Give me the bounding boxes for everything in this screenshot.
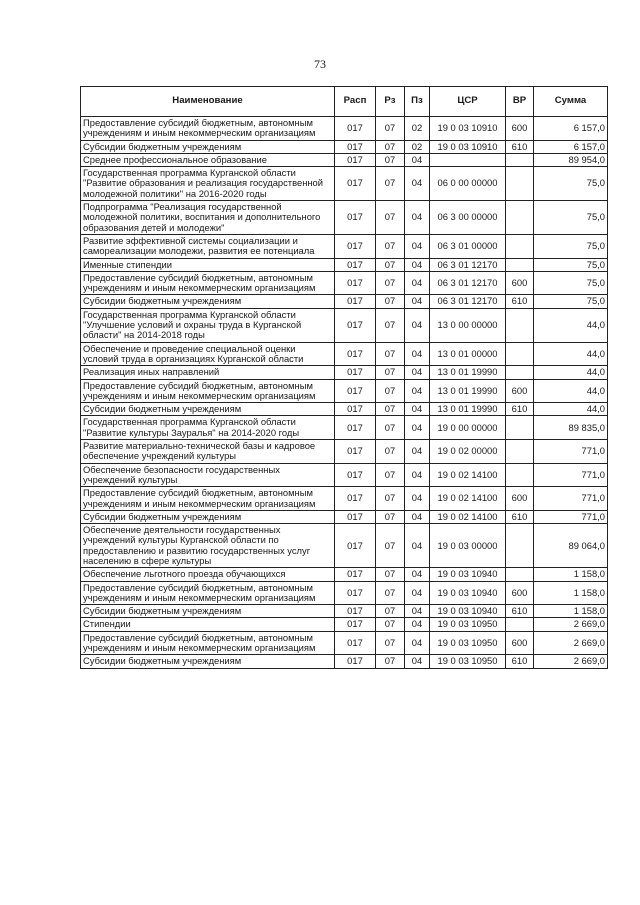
table-row [81,618,608,631]
cell-vr [506,167,534,201]
cell-vr: 600 [506,581,534,605]
cell-rasp: 017 [335,308,376,342]
cell-rasp: 017 [335,153,376,166]
cell-vr [506,234,534,258]
cell-name: Среднее профессиональное образование [81,153,335,166]
table-row [81,140,608,153]
table-row [81,201,608,235]
cell-name: Обеспечение льготного проезда обучающихся [81,568,335,581]
cell-rz: 07 [376,366,405,379]
cell-pz: 02 [405,140,430,153]
cell-csr: 19 0 02 14100 [430,510,506,523]
cell-pz: 04 [405,271,430,295]
cell-vr: 610 [506,605,534,618]
cell-csr: 19 0 03 00000 [430,524,506,568]
cell-rz: 07 [376,140,405,153]
header-csr: ЦСР [430,87,506,117]
cell-rz: 07 [376,342,405,366]
cell-vr: 600 [506,487,534,511]
cell-rz: 07 [376,201,405,235]
header-rz: Рз [376,87,405,117]
cell-sum: 75,0 [534,271,608,295]
cell-name: Подпрограмма "Реализация государственной молодежной политики, воспитания и дополнительного образования детей и молодежи" [81,201,335,235]
cell-csr: 13 0 01 19990 [430,366,506,379]
cell-rz: 07 [376,153,405,166]
cell-sum: 1 158,0 [534,568,608,581]
cell-sum: 44,0 [534,308,608,342]
header-pz: Пз [405,87,430,117]
cell-rasp: 017 [335,524,376,568]
table-row [81,403,608,416]
cell-csr: 13 0 00 00000 [430,308,506,342]
cell-sum: 771,0 [534,487,608,511]
cell-pz: 04 [405,342,430,366]
cell-name: Стипендии [81,618,335,631]
cell-vr [506,416,534,440]
cell-rz: 07 [376,524,405,568]
table-row [81,487,608,511]
cell-sum: 75,0 [534,201,608,235]
cell-name: Государственная программа Курганской области "Развитие культуры Зауралья" на 2014-2020 годы [81,416,335,440]
cell-rasp: 017 [335,440,376,464]
page-number: 73 [314,57,326,71]
cell-rz: 07 [376,618,405,631]
cell-rasp: 017 [335,379,376,403]
cell-sum: 2 669,0 [534,655,608,668]
cell-rz: 07 [376,271,405,295]
cell-vr: 600 [506,379,534,403]
cell-rz: 07 [376,463,405,487]
cell-name: Предоставление субсидий бюджетным, автономным учреждениям и иным некоммерческим организациям [81,631,335,655]
cell-csr: 19 0 03 10940 [430,568,506,581]
cell-rasp: 017 [335,167,376,201]
cell-name: Предоставление субсидий бюджетным, автономным учреждениям и иным некоммерческим организациям [81,117,335,141]
cell-rasp: 017 [335,631,376,655]
table-row [81,416,608,440]
cell-csr: 19 0 02 00000 [430,440,506,464]
cell-name: Субсидии бюджетным учреждениям [81,605,335,618]
cell-pz: 04 [405,605,430,618]
cell-pz: 04 [405,618,430,631]
cell-pz: 04 [405,167,430,201]
cell-sum: 771,0 [534,463,608,487]
cell-rz: 07 [376,655,405,668]
cell-rasp: 017 [335,605,376,618]
cell-rasp: 017 [335,258,376,271]
cell-rasp: 017 [335,234,376,258]
cell-rasp: 017 [335,117,376,141]
table-row [81,581,608,605]
cell-rasp: 017 [335,655,376,668]
cell-vr [506,618,534,631]
table-row [81,117,608,141]
cell-csr: 13 0 01 00000 [430,342,506,366]
cell-csr: 13 0 01 19990 [430,379,506,403]
table-row [81,631,608,655]
cell-rz: 07 [376,379,405,403]
cell-rasp: 017 [335,403,376,416]
cell-rasp: 017 [335,568,376,581]
cell-rasp: 017 [335,416,376,440]
table-row [81,568,608,581]
cell-sum: 75,0 [534,258,608,271]
header-vr: ВР [506,87,534,117]
table-row [81,655,608,668]
table-row [81,605,608,618]
cell-pz: 04 [405,403,430,416]
cell-vr [506,258,534,271]
table-row [81,295,608,308]
cell-rz: 07 [376,631,405,655]
cell-sum: 1 158,0 [534,581,608,605]
cell-rasp: 017 [335,618,376,631]
cell-pz: 04 [405,510,430,523]
cell-name: Субсидии бюджетным учреждениям [81,510,335,523]
cell-pz: 04 [405,234,430,258]
cell-pz: 04 [405,568,430,581]
cell-csr: 13 0 01 19990 [430,403,506,416]
cell-rasp: 017 [335,295,376,308]
cell-sum: 6 157,0 [534,117,608,141]
cell-pz: 04 [405,581,430,605]
cell-csr: 19 0 03 10910 [430,140,506,153]
cell-rz: 07 [376,403,405,416]
cell-csr: 19 0 02 14100 [430,463,506,487]
table-row [81,524,608,568]
cell-vr [506,366,534,379]
cell-pz: 02 [405,117,430,141]
cell-csr: 19 0 03 10940 [430,581,506,605]
header-name: Наименование [81,87,335,117]
cell-rz: 07 [376,581,405,605]
cell-sum: 44,0 [534,366,608,379]
cell-csr: 06 3 01 12170 [430,295,506,308]
cell-pz: 04 [405,440,430,464]
table-row [81,167,608,201]
cell-name: Обеспечение деятельности государственных учреждений культуры Курганской области по предоставлению и развитию государственных услуг населению в сфере культуры [81,524,335,568]
cell-vr: 600 [506,631,534,655]
cell-name: Предоставление субсидий бюджетным, автономным учреждениям и иным некоммерческим организациям [81,581,335,605]
cell-sum: 44,0 [534,403,608,416]
cell-pz: 04 [405,379,430,403]
cell-sum: 75,0 [534,234,608,258]
cell-csr: 06 0 00 00000 [430,167,506,201]
cell-sum: 89 064,0 [534,524,608,568]
cell-rz: 07 [376,234,405,258]
cell-vr [506,342,534,366]
budget-table [80,86,608,669]
cell-pz: 04 [405,631,430,655]
cell-rasp: 017 [335,271,376,295]
cell-csr: 06 3 00 00000 [430,201,506,235]
cell-vr: 600 [506,271,534,295]
cell-vr [506,440,534,464]
cell-rz: 07 [376,258,405,271]
table-row [81,366,608,379]
cell-csr [430,153,506,166]
cell-name: Реализация иных направлений [81,366,335,379]
cell-rz: 07 [376,510,405,523]
cell-name: Государственная программа Курганской области "Улучшение условий и охраны труда в Курганской области" на 2014-2018 годы [81,308,335,342]
cell-rz: 07 [376,308,405,342]
cell-sum: 89 954,0 [534,153,608,166]
cell-pz: 04 [405,258,430,271]
cell-rasp: 017 [335,463,376,487]
cell-vr [506,568,534,581]
cell-rasp: 017 [335,581,376,605]
cell-sum: 2 669,0 [534,618,608,631]
cell-vr: 610 [506,295,534,308]
cell-sum: 89 835,0 [534,416,608,440]
cell-sum: 6 157,0 [534,140,608,153]
cell-sum: 75,0 [534,295,608,308]
cell-rz: 07 [376,487,405,511]
cell-name: Обеспечение безопасности государственных учреждений культуры [81,463,335,487]
cell-pz: 04 [405,655,430,668]
table-row [81,258,608,271]
table-row [81,308,608,342]
cell-rz: 07 [376,167,405,201]
cell-csr: 19 0 03 10940 [430,605,506,618]
cell-pz: 04 [405,201,430,235]
table-row [81,463,608,487]
table-row [81,342,608,366]
cell-sum: 44,0 [534,342,608,366]
cell-vr: 600 [506,117,534,141]
cell-name: Государственная программа Курганской области "Развитие образования и реализация государственной молодежной политики" на 2016-2020 годы [81,167,335,201]
cell-rz: 07 [376,295,405,308]
cell-rz: 07 [376,416,405,440]
cell-rz: 07 [376,568,405,581]
table-row [81,510,608,523]
cell-vr [506,153,534,166]
cell-vr: 610 [506,140,534,153]
cell-name: Предоставление субсидий бюджетным, автономным учреждениям и иным некоммерческим организациям [81,379,335,403]
cell-pz: 04 [405,463,430,487]
cell-rasp: 017 [335,201,376,235]
cell-csr: 19 0 03 10950 [430,655,506,668]
cell-csr: 19 0 03 10950 [430,618,506,631]
cell-pz: 04 [405,487,430,511]
cell-name: Предоставление субсидий бюджетным, автономным учреждениям и иным некоммерческим организациям [81,487,335,511]
cell-sum: 1 158,0 [534,605,608,618]
table-row [81,153,608,166]
header-sum: Сумма [534,87,608,117]
cell-csr: 06 3 01 12170 [430,258,506,271]
cell-rz: 07 [376,117,405,141]
cell-rasp: 017 [335,140,376,153]
cell-name: Субсидии бюджетным учреждениям [81,403,335,416]
cell-name: Субсидии бюджетным учреждениям [81,140,335,153]
cell-rasp: 017 [335,342,376,366]
cell-rasp: 017 [335,366,376,379]
cell-pz: 04 [405,295,430,308]
cell-name: Субсидии бюджетным учреждениям [81,655,335,668]
cell-csr: 19 0 03 10910 [430,117,506,141]
cell-csr: 19 0 02 14100 [430,487,506,511]
cell-sum: 75,0 [534,167,608,201]
header-rasp: Расп [335,87,376,117]
table-row [81,271,608,295]
cell-csr: 19 0 00 00000 [430,416,506,440]
cell-pz: 04 [405,524,430,568]
table-row [81,379,608,403]
cell-rz: 07 [376,605,405,618]
cell-pz: 04 [405,366,430,379]
table-row [81,234,608,258]
cell-vr [506,524,534,568]
cell-csr: 06 3 01 12170 [430,271,506,295]
cell-vr: 610 [506,510,534,523]
cell-rasp: 017 [335,487,376,511]
cell-pz: 04 [405,416,430,440]
cell-vr: 610 [506,655,534,668]
cell-vr: 610 [506,403,534,416]
cell-name: Предоставление субсидий бюджетным, автономным учреждениям и иным некоммерческим организациям [81,271,335,295]
cell-rz: 07 [376,440,405,464]
cell-sum: 771,0 [534,440,608,464]
table-row [81,440,608,464]
cell-pz: 04 [405,308,430,342]
cell-pz: 04 [405,153,430,166]
cell-vr [506,308,534,342]
cell-sum: 771,0 [534,510,608,523]
cell-name: Субсидии бюджетным учреждениям [81,295,335,308]
cell-vr [506,463,534,487]
cell-csr: 06 3 01 00000 [430,234,506,258]
cell-csr: 19 0 03 10950 [430,631,506,655]
cell-rasp: 017 [335,510,376,523]
cell-name: Развитие эффективной системы социализации и самореализации молодежи, развития ее потенциала [81,234,335,258]
cell-vr [506,201,534,235]
cell-name: Обеспечение и проведение специальной оценки условий труда в организациях Курганской области [81,342,335,366]
cell-name: Именные стипендии [81,258,335,271]
cell-sum: 2 669,0 [534,631,608,655]
table-header-row [81,87,608,117]
cell-sum: 44,0 [534,379,608,403]
cell-name: Развитие материально-технической базы и кадровое обеспечение учреждений культуры [81,440,335,464]
